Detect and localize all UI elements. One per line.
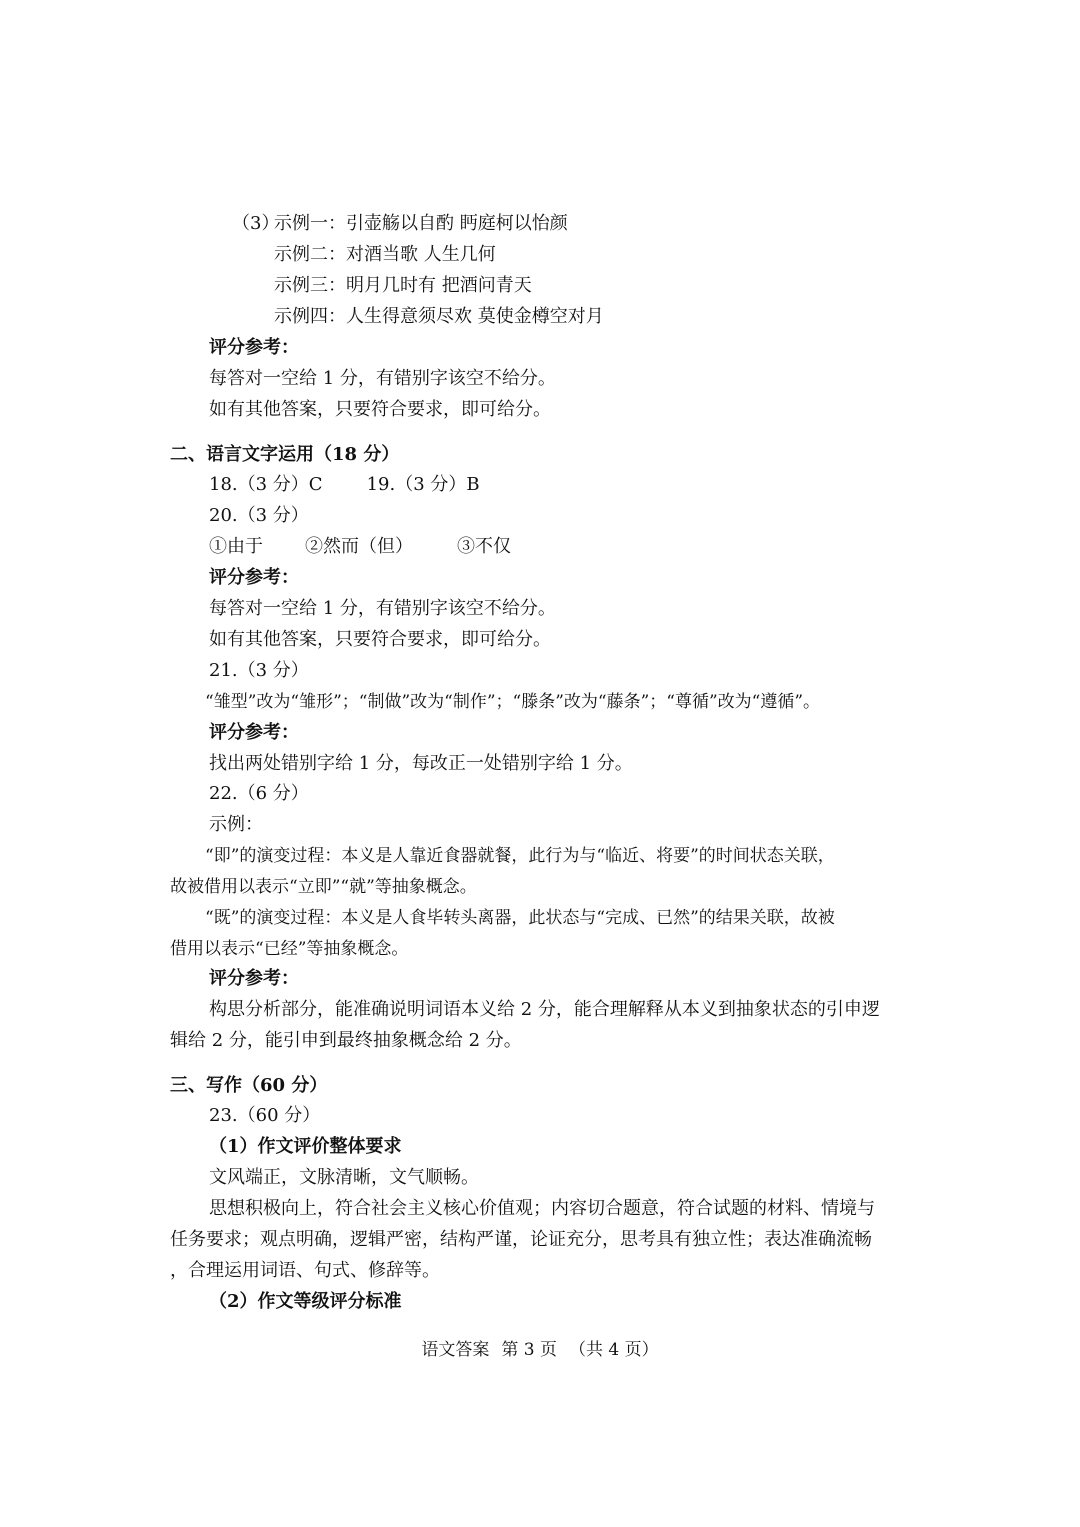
q20-answer-2: ②然而（但） [305,536,413,557]
q23-sub1-line1: 文风端正，文脉清晰，文气顺畅。 [209,1167,479,1188]
q21-answer: “雏型”改为“雏形”；“制做”改为“制作”；“滕条”改为“藤条”；“尊循”改为“遵循”。 [205,692,821,712]
q22-scoring-label: 评分参考： [209,968,299,989]
q20-label: 20.（3 分） [209,505,309,526]
q23-sub1-para-line1: 思想积极向上，符合社会主义核心价值观；内容切合题意，符合试题的材料、情境与 [209,1198,875,1219]
page-footer [0,1338,1080,1362]
q18-q19-row [209,473,480,497]
q20-scoring-line-1: 每答对一空给 1 分，有错别字该空不给分。 [209,598,556,619]
q20-scoring-line-2: 如有其他答案，只要符合要求，即可给分。 [209,629,551,650]
q17-example-1: 示例一：引壶觞以自酌 眄庭柯以怡颜 [274,213,568,234]
q22-para1-line1: “即”的演变过程：本义是人靠近食器就餐，此行为与“临近、将要”的时间状态关联， [205,846,835,866]
q20-answer-3: ③不仅 [457,536,511,557]
q20-answers-row [209,535,511,559]
q17-example-3: 示例三：明月几时有 把酒问青天 [274,275,532,296]
q23-sub2-heading: （2）作文等级评分标准 [209,1291,402,1312]
footer-total: （共 4 页） [569,1340,659,1360]
footer-subject: 语文答案 [421,1340,490,1360]
q22-para2-line2: 借用以表示“已经”等抽象概念。 [170,939,409,959]
q19-answer: 19.（3 分）B [366,474,480,495]
q21-label: 21.（3 分） [209,660,309,681]
section-2-heading: 二、语言文字运用（18 分） [170,444,400,465]
q22-label: 22.（6 分） [209,783,309,804]
q17-scoring-label: 评分参考： [209,337,299,358]
q18-answer: 18.（3 分）C [209,474,323,495]
q21-scoring-label: 评分参考： [209,722,299,743]
q17-scoring-line-1: 每答对一空给 1 分，有错别字该空不给分。 [209,368,556,389]
q17-scoring-line-2: 如有其他答案，只要符合要求，即可给分。 [209,399,551,420]
q17-example-4: 示例四：人生得意须尽欢 莫使金樽空对月 [274,306,604,327]
q17-3-prefix: （3） [232,213,280,234]
q17-example-2: 示例二：对酒当歌 人生几何 [274,244,496,265]
q22-para1-line2: 故被借用以表示“立即”“就”等抽象概念。 [170,877,477,897]
q22-example-label: 示例： [209,814,263,835]
q23-sub1-heading: （1）作文评价整体要求 [209,1136,402,1157]
q22-para2-line1: “既”的演变过程：本义是人食毕转头离器，此状态与“完成、已然”的结果关联，故被 [205,908,835,928]
section-3-heading: 三、写作（60 分） [170,1075,328,1096]
q21-scoring-line: 找出两处错别字给 1 分，每改正一处错别字给 1 分。 [209,753,633,774]
q23-label: 23.（60 分） [209,1105,321,1126]
q20-answer-1: ①由于 [209,536,263,557]
footer-page: 第 3 页 [501,1340,557,1360]
q22-scoring-line-2: 辑给 2 分，能引申到最终抽象概念给 2 分。 [170,1030,522,1051]
q20-scoring-label: 评分参考： [209,567,299,588]
q22-scoring-line-1: 构思分析部分，能准确说明词语本义给 2 分，能合理解释从本义到抽象状态的引申逻 [209,999,880,1020]
q23-sub1-para-line2: 任务要求；观点明确，逻辑严密，结构严谨，论证充分，思考具有独立性；表达准确流畅 [170,1229,872,1250]
q23-sub1-para-line3: ，合理运用词语、句式、修辞等。 [170,1260,440,1281]
